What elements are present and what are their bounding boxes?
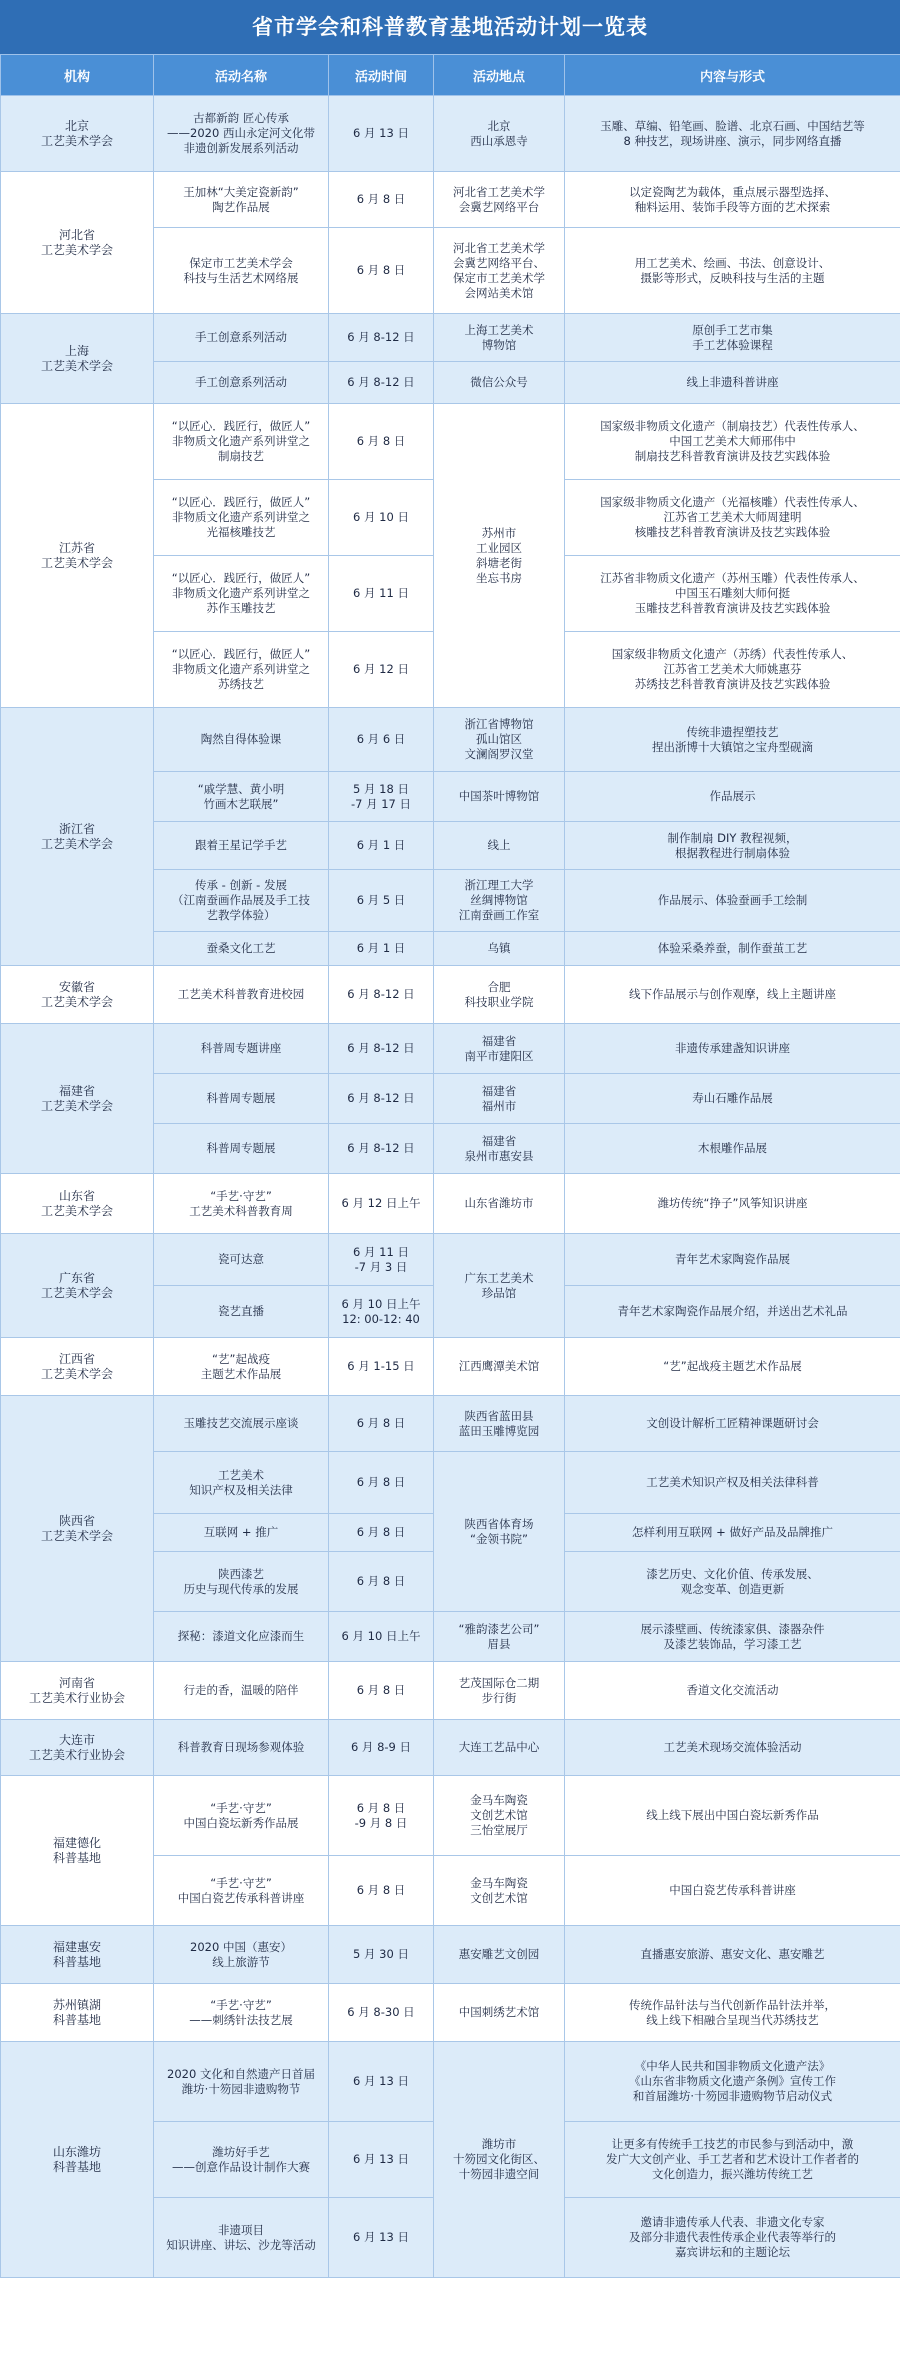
table-cell: 蚕桑文化工艺 (154, 932, 329, 966)
table-cell: 河北省工艺美术学 会冀艺网络平台、 保定市工艺美术学 会网站美术馆 (434, 228, 565, 314)
table-cell: “手艺·守艺” 中国白瓷坛新秀作品展 (154, 1776, 329, 1856)
table-cell: 陕西省 工艺美术学会 (1, 1396, 154, 1662)
table-cell: “以匠心．践匠行，做匠人” 非物质文化遗产系列讲堂之 制扇技艺 (154, 404, 329, 480)
table-cell: 6 月 5 日 (329, 870, 434, 932)
table-cell: 科普教育日现场参观体验 (154, 1720, 329, 1776)
table-cell: 传统作品针法与当代创新作品针法并举， 线上线下相融合呈现当代苏绣技艺 (565, 1984, 900, 2042)
table-cell: 用工艺美术、绘画、书法、创意设计、 摄影等形式，反映科技与生活的主题 (565, 228, 900, 314)
table-cell: 6 月 8 日 (329, 228, 434, 314)
table-cell: 瓷艺直播 (154, 1286, 329, 1338)
table-cell: 福建德化 科普基地 (1, 1776, 154, 1926)
table-cell: 国家级非物质文化遗产（制扇技艺）代表性传承人、 中国工艺美术大师邢伟中 制扇技艺科普教育演讲及技艺实践体验 (565, 404, 900, 480)
table-cell: 展示漆壁画、传统漆家俱、漆器杂件 及漆艺装饰品，学习漆工艺 (565, 1612, 900, 1662)
table-cell: 非遗传承建盏知识讲座 (565, 1024, 900, 1074)
table-cell: 玉雕技艺交流展示座谈 (154, 1396, 329, 1452)
table-cell: 文创设计解析工匠精神课题研讨会 (565, 1396, 900, 1452)
table-cell: 6 月 12 日 (329, 632, 434, 708)
table-cell: 6 月 1 日 (329, 822, 434, 870)
table-row (1, 314, 900, 362)
table-cell: 6 月 11 日 (329, 556, 434, 632)
table-cell: 6 月 8 日 (329, 1396, 434, 1452)
table-cell: 浙江省博物馆 孤山馆区 文澜阁罗汉堂 (434, 708, 565, 772)
table-cell: 6 月 8 日 (329, 1514, 434, 1552)
table-cell: 科普周专题讲座 (154, 1024, 329, 1074)
table-cell: 6 月 8 日 (329, 1452, 434, 1514)
table-cell: 线下作品展示与创作观摩，线上主题讲座 (565, 966, 900, 1024)
table-cell: 线上非遗科普讲座 (565, 362, 900, 404)
table-cell: 6 月 8 日 (329, 404, 434, 480)
table-cell: 河南省 工艺美术行业协会 (1, 1662, 154, 1720)
table-cell: 5 月 18 日 -7 月 17 日 (329, 772, 434, 822)
table-cell: 江西鹰潭美术馆 (434, 1338, 565, 1396)
table-cell: 6 月 8-12 日 (329, 362, 434, 404)
table-cell: 6 月 13 日 (329, 96, 434, 172)
table-row (1, 1776, 900, 1856)
table-cell: 原创手工艺市集 手工艺体验课程 (565, 314, 900, 362)
table-cell: 金马车陶瓷 文创艺术馆 三怡堂展厅 (434, 1776, 565, 1856)
table-cell: 6 月 1-15 日 (329, 1338, 434, 1396)
table-cell: 工艺美术 知识产权及相关法律 (154, 1452, 329, 1514)
table-cell: 工艺美术知识产权及相关法律科普 (565, 1452, 900, 1514)
table-cell: 怎样利用互联网 + 做好产品及品牌推广 (565, 1514, 900, 1552)
table-cell: 2020 文化和自然遗产日首届 潍坊·十笏园非遗购物节 (154, 2042, 329, 2122)
table-cell: 6 月 8 日 -9 月 8 日 (329, 1776, 434, 1856)
table-cell: “以匠心．践匠行，做匠人” 非物质文化遗产系列讲堂之 苏作玉雕技艺 (154, 556, 329, 632)
table-cell: 工艺美术现场交流体验活动 (565, 1720, 900, 1776)
table-cell: 手工创意系列活动 (154, 314, 329, 362)
table-cell: 乌镇 (434, 932, 565, 966)
table-cell: 非遗项目 知识讲座、讲坛、沙龙等活动 (154, 2198, 329, 2278)
table-row (1, 2042, 900, 2122)
table-cell: 6 月 10 日上午 (329, 1612, 434, 1662)
table-cell: 科普周专题展 (154, 1124, 329, 1174)
header-content-form: 内容与形式 (565, 55, 900, 96)
table-row (1, 1720, 900, 1776)
table-row (1, 96, 900, 172)
table-cell: 陕西省体育场 “金领书院” (434, 1452, 565, 1612)
table-cell: 《中华人民共和国非物质文化遗产法》 《山东省非物质文化遗产条例》宣传工作 和首届潍坊·十笏园非遗购物节启动仪式 (565, 2042, 900, 2122)
table-cell: 6 月 8-12 日 (329, 1124, 434, 1174)
table-cell: 科普周专题展 (154, 1074, 329, 1124)
table-cell: “艺”起战疫 主题艺术作品展 (154, 1338, 329, 1396)
table-cell: 中国白瓷艺传承科普讲座 (565, 1856, 900, 1926)
table-cell: 艺茂国际仓二期 步行街 (434, 1662, 565, 1720)
table-cell: 山东省潍坊市 (434, 1174, 565, 1234)
table-cell: 福建省 福州市 (434, 1074, 565, 1124)
table-row (1, 172, 900, 228)
table-cell: 手工创意系列活动 (154, 362, 329, 404)
table-cell: 山东潍坊 科普基地 (1, 2042, 154, 2278)
table-cell: 合肥 科技职业学院 (434, 966, 565, 1024)
table-cell: 陕西省蓝田县 蓝田玉雕博览园 (434, 1396, 565, 1452)
table-row (1, 1174, 900, 1234)
table-cell: 6 月 8-12 日 (329, 1024, 434, 1074)
table-cell: 6 月 11 日 -7 月 3 日 (329, 1234, 434, 1286)
table-cell: 王加林“大美定瓷新韵” 陶艺作品展 (154, 172, 329, 228)
table-cell: 潍坊好手艺 ——创意作品设计制作大赛 (154, 2122, 329, 2198)
table-cell: 木根雕作品展 (565, 1124, 900, 1174)
table-cell: 金马车陶瓷 文创艺术馆 (434, 1856, 565, 1926)
table-cell: 江西省 工艺美术学会 (1, 1338, 154, 1396)
table-cell: 邀请非遗传承人代表、非遗文化专家 及部分非遗代表性传承企业代表等举行的 嘉宾讲坛和的主题论坛 (565, 2198, 900, 2278)
table-cell: “以匠心．践匠行，做匠人” 非物质文化遗产系列讲堂之 光福核雕技艺 (154, 480, 329, 556)
table-cell: “艺”起战疫主题艺术作品展 (565, 1338, 900, 1396)
table-cell: 陶然自得体验课 (154, 708, 329, 772)
header-activity-name: 活动名称 (154, 55, 329, 96)
table-cell: 直播惠安旅游、惠安文化、惠安雕艺 (565, 1926, 900, 1984)
table-cell: 瓷可达意 (154, 1234, 329, 1286)
table-cell: 6 月 8-12 日 (329, 314, 434, 362)
activity-table (0, 54, 900, 2278)
table-cell: 广东省 工艺美术学会 (1, 1234, 154, 1338)
table-cell: 江苏省非物质文化遗产（苏州玉雕）代表性传承人、 中国玉石雕刻大师何挺 玉雕技艺科普教育演讲及技艺实践体验 (565, 556, 900, 632)
table-cell: 6 月 10 日上午 12: 00-12: 40 (329, 1286, 434, 1338)
table-cell: 惠安雕艺文创园 (434, 1926, 565, 1984)
table-cell: 漆艺历史、文化价值、传承发展、 观念变革、创造更新 (565, 1552, 900, 1612)
table-cell: “手艺·守艺” ——刺绣针法技艺展 (154, 1984, 329, 2042)
table-cell: 6 月 8-12 日 (329, 1074, 434, 1124)
table-cell: 福建省 泉州市惠安县 (434, 1124, 565, 1174)
table-cell: 潍坊传统“挣子”风筝知识讲座 (565, 1174, 900, 1234)
table-cell: 北京 西山承恩寺 (434, 96, 565, 172)
table-row (1, 1234, 900, 1286)
table-cell: 苏州镇湖 科普基地 (1, 1984, 154, 2042)
table-cell: 6 月 8 日 (329, 1662, 434, 1720)
table-cell: 让更多有传统手工技艺的市民参与到活动中，激 发广大文创产业、手工艺者和艺术设计工作者者的 文化创造力，振兴潍坊传统工艺 (565, 2122, 900, 2198)
table-cell: 互联网 + 推广 (154, 1514, 329, 1552)
table-cell: 陕西漆艺 历史与现代传承的发展 (154, 1552, 329, 1612)
table-cell: “以匠心．践匠行，做匠人” 非物质文化遗产系列讲堂之 苏绣技艺 (154, 632, 329, 708)
table-cell: 线上 (434, 822, 565, 870)
table-cell: 行走的香，温暖的陪伴 (154, 1662, 329, 1720)
table-cell: 体验采桑养蚕，制作蚕茧工艺 (565, 932, 900, 966)
table-row (1, 708, 900, 772)
table-cell: 6 月 8 日 (329, 1856, 434, 1926)
table-cell: 安徽省 工艺美术学会 (1, 966, 154, 1024)
table-cell: 河北省工艺美术学 会冀艺网络平台 (434, 172, 565, 228)
table-cell: 6 月 8 日 (329, 1552, 434, 1612)
table-cell: 6 月 13 日 (329, 2042, 434, 2122)
table-cell: 制作制扇 DIY 教程视频， 根据教程进行制扇体验 (565, 822, 900, 870)
table-cell: 玉雕、草编、铅笔画、脸谱、北京石画、中国结艺等 8 种技艺，现场讲座、演示，同步网络直播 (565, 96, 900, 172)
table-row (1, 1926, 900, 1984)
table-cell: 5 月 30 日 (329, 1926, 434, 1984)
table-cell: 6 月 8-9 日 (329, 1720, 434, 1776)
table-cell: 6 月 6 日 (329, 708, 434, 772)
table-cell: 跟着王星记学手艺 (154, 822, 329, 870)
table-cell: 6 月 13 日 (329, 2122, 434, 2198)
table-cell: 浙江理工大学 丝绸博物馆 江南蚕画工作室 (434, 870, 565, 932)
table-cell: 广东工艺美术 珍品馆 (434, 1234, 565, 1338)
table-cell: 6 月 8-12 日 (329, 966, 434, 1024)
table-cell: 上海 工艺美术学会 (1, 314, 154, 404)
table-cell: 2020 中国（惠安） 线上旅游节 (154, 1926, 329, 1984)
table-row (1, 1024, 900, 1074)
table-cell: 福建惠安 科普基地 (1, 1926, 154, 1984)
table-cell: 探秘：漆道文化应漆而生 (154, 1612, 329, 1662)
table-cell: 山东省 工艺美术学会 (1, 1174, 154, 1234)
table-cell: 江苏省 工艺美术学会 (1, 404, 154, 708)
table-cell: 国家级非物质文化遗产（苏绣）代表性传承人、 江苏省工艺美术大师姚惠芬 苏绣技艺科普教育演讲及技艺实践体验 (565, 632, 900, 708)
header-activity-time: 活动时间 (329, 55, 434, 96)
table-header-row (1, 55, 900, 96)
table-row (1, 1396, 900, 1452)
table-cell: 线上线下展出中国白瓷坛新秀作品 (565, 1776, 900, 1856)
table-cell: 青年艺术家陶瓷作品展 (565, 1234, 900, 1286)
table-cell: 中国刺绣艺术馆 (434, 1984, 565, 2042)
table-cell: 香道文化交流活动 (565, 1662, 900, 1720)
table-cell: 6 月 1 日 (329, 932, 434, 966)
header-organization: 机构 (1, 55, 154, 96)
table-cell: 北京 工艺美术学会 (1, 96, 154, 172)
table-cell: 作品展示、体验蚕画手工绘制 (565, 870, 900, 932)
table-cell: 作品展示 (565, 772, 900, 822)
table-cell: 浙江省 工艺美术学会 (1, 708, 154, 966)
table-cell: 潍坊市 十笏园文化街区、 十笏园非遗空间 (434, 2042, 565, 2278)
table-cell: 国家级非物质文化遗产（光福核雕）代表性传承人、 江苏省工艺美术大师周建明 核雕技艺科普教育演讲及技艺实践体验 (565, 480, 900, 556)
table-cell: 6 月 12 日上午 (329, 1174, 434, 1234)
table-row (1, 404, 900, 480)
table-cell: 传统非遗捏塑技艺 捏出浙博十大镇馆之宝舟型砚滴 (565, 708, 900, 772)
table-row (1, 1338, 900, 1396)
table-cell: “手艺·守艺” 中国白瓷艺传承科普讲座 (154, 1856, 329, 1926)
table-body (1, 96, 900, 2278)
table-cell: 微信公众号 (434, 362, 565, 404)
table-cell: 工艺美术科普教育进校园 (154, 966, 329, 1024)
table-cell: “手艺·守艺” 工艺美术科普教育周 (154, 1174, 329, 1234)
table-cell: 6 月 10 日 (329, 480, 434, 556)
table-cell: 6 月 8-30 日 (329, 1984, 434, 2042)
table-row (1, 1662, 900, 1720)
table-cell: 古都新韵 匠心传承 ——2020 西山永定河文化带 非遗创新发展系列活动 (154, 96, 329, 172)
table-cell: 大连市 工艺美术行业协会 (1, 1720, 154, 1776)
table-cell: 福建省 工艺美术学会 (1, 1024, 154, 1174)
table-cell: 上海工艺美术 博物馆 (434, 314, 565, 362)
table-cell: “戚学慧、黄小明 竹画木艺联展” (154, 772, 329, 822)
table-cell: 福建省 南平市建阳区 (434, 1024, 565, 1074)
table-cell: 青年艺术家陶瓷作品展介绍，并送出艺术礼品 (565, 1286, 900, 1338)
page-title: 省市学会和科普教育基地活动计划一览表 (0, 0, 900, 54)
table-cell: 6 月 8 日 (329, 172, 434, 228)
table-row (1, 1984, 900, 2042)
table-cell: 6 月 13 日 (329, 2198, 434, 2278)
table-cell: 河北省 工艺美术学会 (1, 172, 154, 314)
table-cell: “雅韵漆艺公司” 眉县 (434, 1612, 565, 1662)
table-cell: 保定市工艺美术学会 科技与生活艺术网络展 (154, 228, 329, 314)
header-activity-location: 活动地点 (434, 55, 565, 96)
table-row (1, 966, 900, 1024)
table-cell: 传承 - 创新 - 发展 （江南蚕画作品展及手工技 艺教学体验） (154, 870, 329, 932)
table-cell: 中国茶叶博物馆 (434, 772, 565, 822)
table-cell: 大连工艺品中心 (434, 1720, 565, 1776)
table-cell: 以定瓷陶艺为载体，重点展示器型选择、 釉料运用、装饰手段等方面的艺术探索 (565, 172, 900, 228)
table-cell: 寿山石雕作品展 (565, 1074, 900, 1124)
table-cell: 苏州市 工业园区 斜塘老街 坐忘书房 (434, 404, 565, 708)
